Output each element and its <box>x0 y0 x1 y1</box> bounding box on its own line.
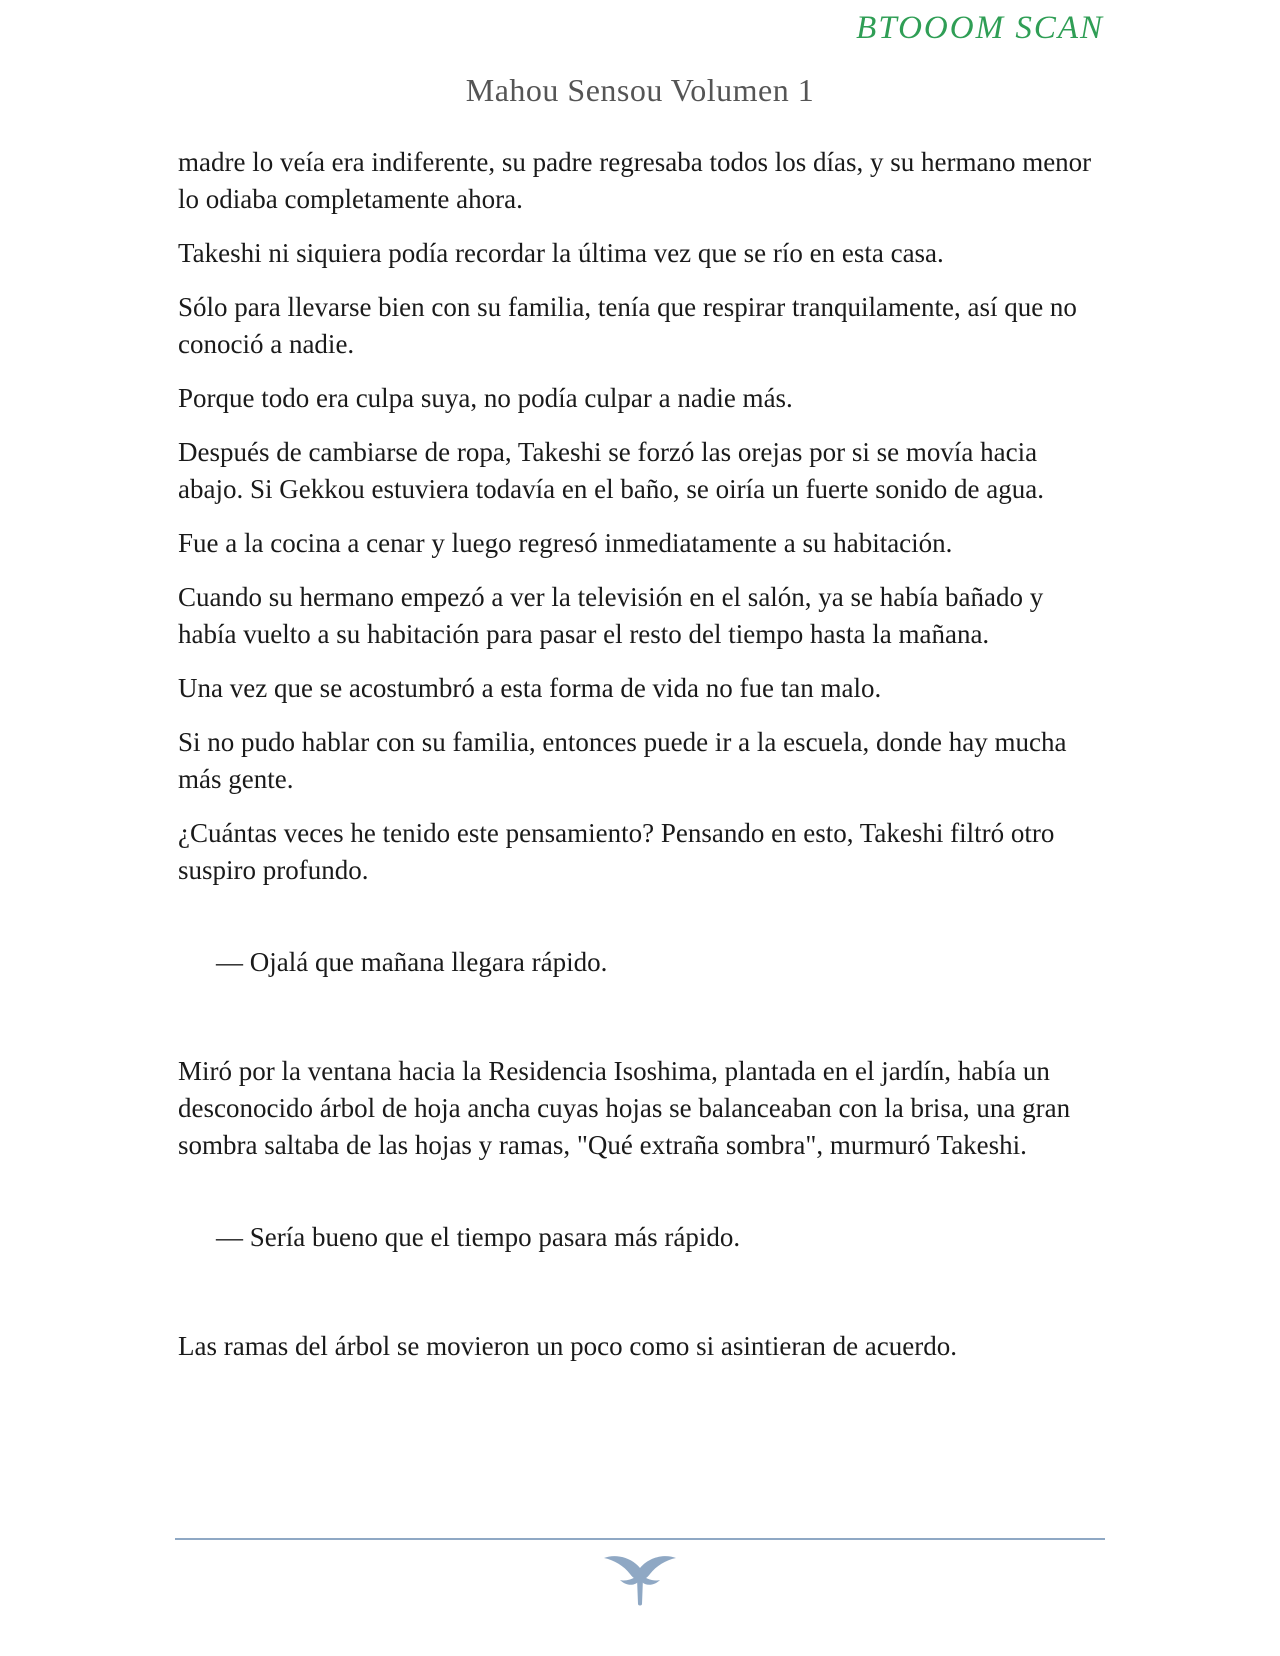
running-header: Mahou Sensou Volumen 1 <box>465 72 815 108</box>
footer-rule <box>175 1538 1105 1540</box>
paragraph: Después de cambiarse de ropa, Takeshi se forzó las orejas por si se movía hacia abajo. Si Gekkou estuviera todavía en el baño, se oiría un fuerte sonido de agua. <box>178 437 1044 504</box>
paragraph: Takeshi ni siquiera podía recordar la última vez que se río en esta casa. <box>178 238 944 268</box>
paragraph: Miró por la ventana hacia la Residencia Isoshima, plantada en el jardín, había un desconocido árbol de hoja ancha cuyas hojas se balanceaban con la brisa, una gran sombra saltaba de las hojas y ramas, "Qué extraña sombra", murmuró Takeshi. <box>178 1056 1071 1160</box>
paragraph: Porque todo era culpa suya, no podía culpar a nadie más. <box>178 383 793 413</box>
paragraph: Fue a la cocina a cenar y luego regresó inmediatamente a su habitación. <box>178 528 953 558</box>
scan-credit: BTOOOM SCAN <box>856 10 1104 46</box>
paragraph: madre lo veía era indiferente, su padre regresaba todos los días, y su hermano menor lo odiaba completamente ahora. <box>178 147 1092 214</box>
paragraph: Una vez que se acostumbró a esta forma de vida no fue tan malo. <box>178 673 882 703</box>
dialogue-line: — Sería bueno que el tiempo pasara más rápido. <box>216 1222 741 1252</box>
paragraph: ¿Cuántas veces he tenido este pensamiento? Pensando en esto, Takeshi filtró otro suspiro profundo. <box>178 818 1055 885</box>
paragraph: Cuando su hermano empezó a ver la televisión en el salón, ya se había bañado y había vuelto a su habitación para pasar el resto del tiempo hasta la mañana. <box>178 582 1044 649</box>
fleuron-icon <box>600 1552 680 1608</box>
body-text <box>178 144 1108 1382</box>
paragraph: Las ramas del árbol se movieron un poco como si asintieran de acuerdo. <box>178 1331 957 1361</box>
paragraph: Si no pudo hablar con su familia, entonces puede ir a la escuela, donde hay mucha más gente. <box>178 727 1067 794</box>
dialogue-line: — Ojalá que mañana llegara rápido. <box>216 947 608 977</box>
paragraph: Sólo para llevarse bien con su familia, tenía que respirar tranquilamente, así que no conoció a nadie. <box>178 292 1077 359</box>
